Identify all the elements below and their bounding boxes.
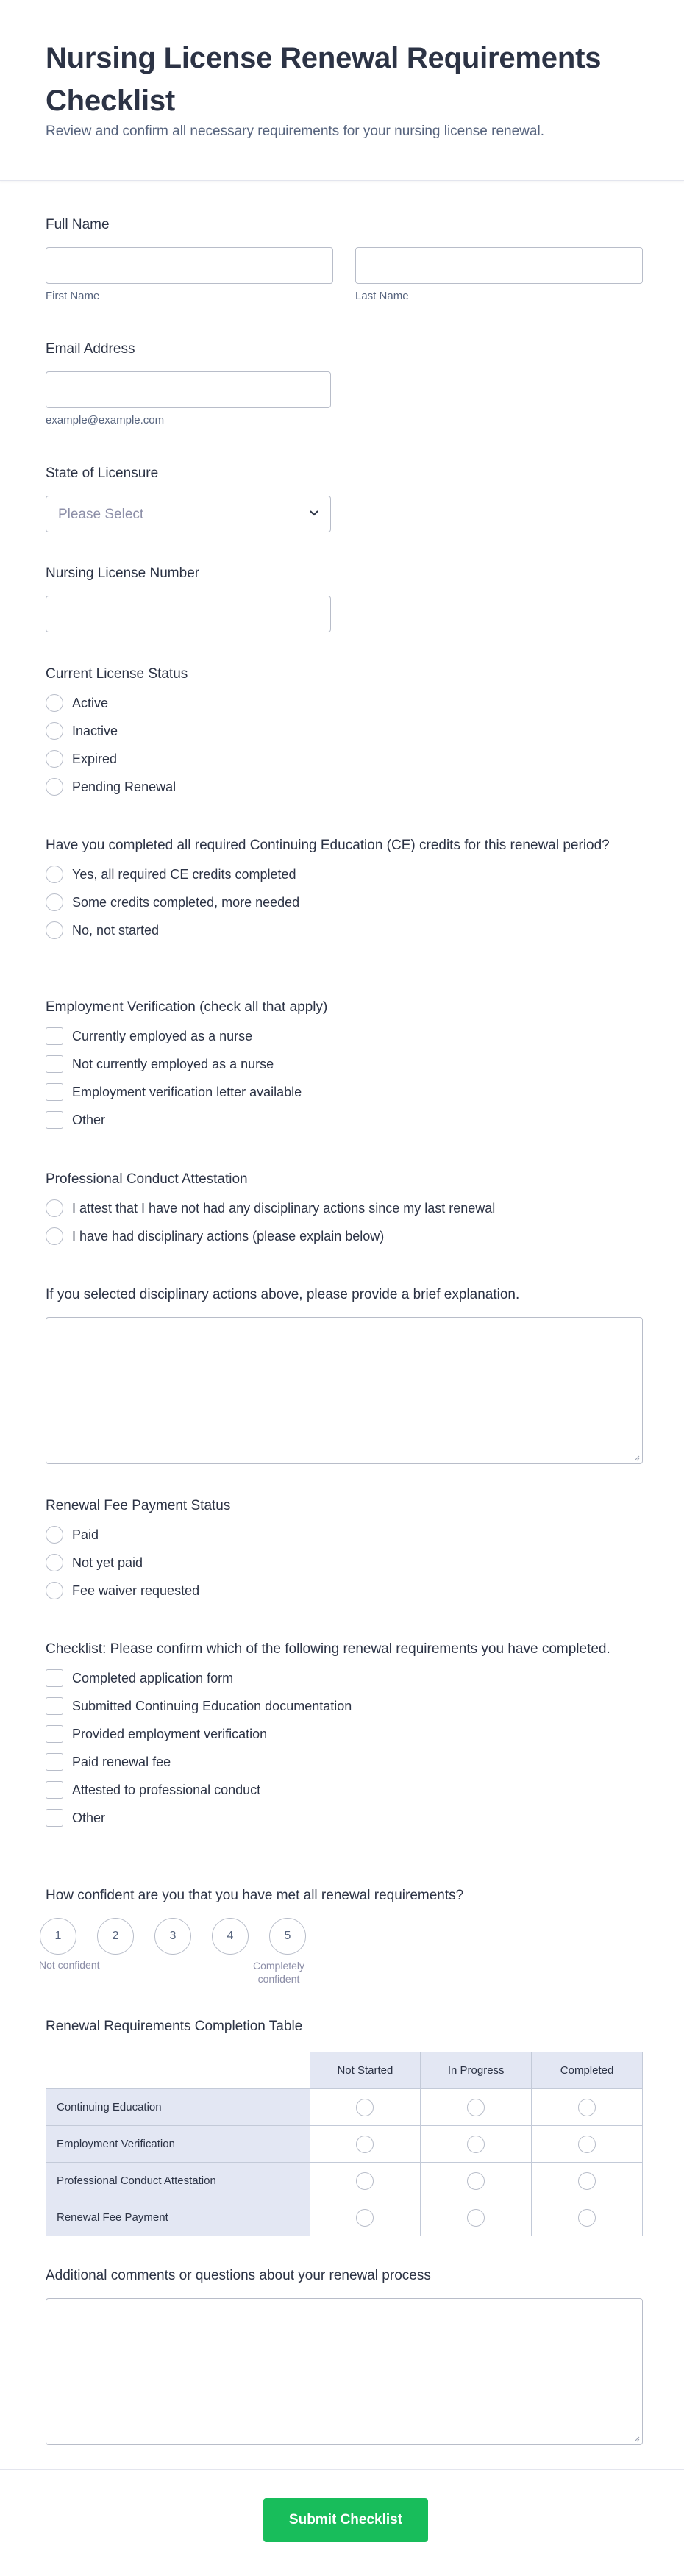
confidence-section — [40, 1887, 643, 1984]
radio-button[interactable] — [356, 2172, 374, 2190]
comments-section — [46, 2267, 643, 2445]
checkbox[interactable] — [46, 1083, 63, 1101]
checklist-option[interactable]: Attested to professional conduct — [46, 1776, 643, 1804]
state-label: State of Licensure — [46, 465, 159, 481]
confidence-scale — [40, 1918, 643, 1955]
page-subtitle: Review and confirm all necessary requirements for your nursing license renewal. — [46, 124, 544, 139]
radio-button[interactable] — [467, 2099, 485, 2116]
email-input[interactable] — [46, 371, 331, 408]
radio-button[interactable] — [46, 1554, 63, 1571]
email-label: Email Address — [46, 341, 135, 357]
submit-button[interactable]: Submit Checklist — [263, 2498, 428, 2542]
comments-textarea[interactable] — [46, 2298, 643, 2445]
license-number-section — [46, 565, 643, 632]
ce-credits-option[interactable]: Yes, all required CE credits completed — [46, 860, 643, 888]
last-name-hint: Last Name — [355, 290, 409, 302]
first-name-input[interactable] — [46, 247, 333, 284]
last-name-input[interactable] — [355, 247, 643, 284]
scale-high-label: Completely confident — [252, 1960, 305, 1985]
fee-option[interactable]: Paid — [46, 1521, 643, 1549]
radio-button[interactable] — [578, 2099, 596, 2116]
row-label: Renewal Fee Payment — [46, 2199, 310, 2236]
column-header: In Progress — [421, 2052, 532, 2089]
fee-label: Renewal Fee Payment Status — [46, 1498, 231, 1513]
employment-section — [46, 999, 643, 1134]
employment-option[interactable]: Currently employed as a nurse — [46, 1022, 643, 1050]
resize-grip-icon[interactable] — [633, 1454, 640, 1461]
conduct-option[interactable]: I have had disciplinary actions (please explain below) — [46, 1222, 643, 1250]
explanation-section — [46, 1286, 643, 1464]
radio-button[interactable] — [46, 893, 63, 911]
radio-button[interactable] — [356, 2209, 374, 2227]
table-row — [46, 2163, 643, 2199]
table-corner — [46, 2052, 310, 2089]
employment-option[interactable]: Other — [46, 1106, 643, 1134]
radio-button[interactable] — [46, 921, 63, 939]
radio-button[interactable] — [356, 2136, 374, 2153]
checkbox[interactable] — [46, 1809, 63, 1827]
license-status-label: Current License Status — [46, 666, 188, 682]
scale-option-2[interactable]: 2 — [97, 1918, 134, 1955]
email-hint: example@example.com — [46, 414, 165, 427]
conduct-section — [46, 1171, 643, 1250]
scale-low-label: Not confident — [39, 1959, 100, 1971]
matrix-section — [46, 2018, 643, 2236]
license-number-label: Nursing License Number — [46, 565, 200, 581]
ce-credits-option[interactable]: Some credits completed, more needed — [46, 888, 643, 916]
checkbox[interactable] — [46, 1055, 63, 1073]
radio-button[interactable] — [46, 750, 63, 768]
state-section — [46, 465, 643, 532]
checklist-option[interactable]: Completed application form — [46, 1664, 643, 1692]
checklist-option[interactable]: Paid renewal fee — [46, 1748, 643, 1776]
checkbox[interactable] — [46, 1111, 63, 1129]
fee-option[interactable]: Not yet paid — [46, 1549, 643, 1577]
checklist-section — [46, 1641, 643, 1832]
scale-option-1[interactable]: 1 — [40, 1918, 76, 1955]
checkbox[interactable] — [46, 1725, 63, 1743]
checkbox[interactable] — [46, 1781, 63, 1799]
checklist-label: Checklist: Please confirm which of the following renewal requirements you have completed. — [46, 1641, 610, 1657]
ce-credits-option[interactable]: No, not started — [46, 916, 643, 944]
checklist-option[interactable]: Provided employment verification — [46, 1720, 643, 1748]
ce-credits-label: Have you completed all required Continuing Education (CE) credits for this renewal period? — [46, 838, 610, 853]
table-row — [46, 2126, 643, 2163]
license-status-option[interactable]: Active — [46, 689, 643, 717]
confidence-label: How confident are you that you have met all renewal requirements? — [46, 1888, 464, 1903]
state-select[interactable] — [46, 496, 331, 532]
conduct-label: Professional Conduct Attestation — [46, 1171, 248, 1187]
radio-button[interactable] — [467, 2172, 485, 2190]
explanation-textarea[interactable] — [46, 1317, 643, 1464]
comments-label: Additional comments or questions about your renewal process — [46, 2268, 431, 2283]
license-status-option[interactable]: Inactive — [46, 717, 643, 745]
checklist-option[interactable]: Submitted Continuing Education documentation — [46, 1692, 643, 1720]
form-header — [0, 0, 684, 181]
radio-button[interactable] — [46, 1227, 63, 1245]
checklist-option[interactable]: Other — [46, 1804, 643, 1832]
radio-button[interactable] — [578, 2209, 596, 2227]
checkbox[interactable] — [46, 1753, 63, 1771]
table-header-row — [46, 2052, 643, 2089]
radio-button[interactable] — [46, 694, 63, 712]
form-footer — [0, 2469, 684, 2576]
row-label: Employment Verification — [46, 2126, 310, 2163]
column-header: Not Started — [310, 2052, 421, 2089]
radio-button[interactable] — [578, 2172, 596, 2190]
column-header: Completed — [532, 2052, 643, 2089]
conduct-option[interactable]: I attest that I have not had any disciplinary actions since my last renewal — [46, 1194, 643, 1222]
employment-option[interactable]: Not currently employed as a nurse — [46, 1050, 643, 1078]
radio-button[interactable] — [46, 1199, 63, 1217]
scale-option-3[interactable]: 3 — [154, 1918, 191, 1955]
radio-button[interactable] — [46, 778, 63, 796]
table-row — [46, 2089, 643, 2126]
page-title: Nursing License Renewal Requirements Checklist — [46, 42, 602, 117]
full-name-section — [46, 216, 643, 302]
license-status-option[interactable]: Pending Renewal — [46, 773, 643, 801]
employment-label: Employment Verification (check all that apply) — [46, 999, 328, 1015]
radio-button[interactable] — [46, 1582, 63, 1599]
completion-table — [46, 2052, 643, 2236]
chevron-down-icon — [307, 505, 321, 520]
radio-button[interactable] — [46, 1526, 63, 1544]
table-row — [46, 2199, 643, 2236]
radio-button[interactable] — [46, 866, 63, 883]
explanation-label: If you selected disciplinary actions above, please provide a brief explanation. — [46, 1287, 520, 1302]
license-number-input[interactable] — [46, 596, 331, 632]
fee-section — [46, 1497, 643, 1605]
checkbox[interactable] — [46, 1669, 63, 1687]
row-label: Professional Conduct Attestation — [46, 2163, 310, 2199]
radio-button[interactable] — [356, 2099, 374, 2116]
checkbox[interactable] — [46, 1697, 63, 1715]
radio-button[interactable] — [467, 2136, 485, 2153]
resize-grip-icon[interactable] — [633, 2435, 640, 2442]
license-status-section — [46, 666, 643, 801]
state-select-placeholder: Please Select — [58, 507, 144, 522]
license-status-option[interactable]: Expired — [46, 745, 643, 773]
scale-option-5[interactable]: 5 — [269, 1918, 306, 1955]
email-section — [46, 340, 643, 427]
checkbox[interactable] — [46, 1027, 63, 1045]
radio-button[interactable] — [578, 2136, 596, 2153]
matrix-label: Renewal Requirements Completion Table — [46, 2019, 303, 2034]
radio-button[interactable] — [467, 2209, 485, 2227]
full-name-label: Full Name — [46, 217, 110, 232]
radio-button[interactable] — [46, 722, 63, 740]
employment-option[interactable]: Employment verification letter available — [46, 1078, 643, 1106]
ce-credits-section — [46, 837, 643, 944]
scale-option-4[interactable]: 4 — [212, 1918, 249, 1955]
first-name-hint: First Name — [46, 290, 100, 302]
fee-option[interactable]: Fee waiver requested — [46, 1577, 643, 1605]
row-label: Continuing Education — [46, 2089, 310, 2126]
